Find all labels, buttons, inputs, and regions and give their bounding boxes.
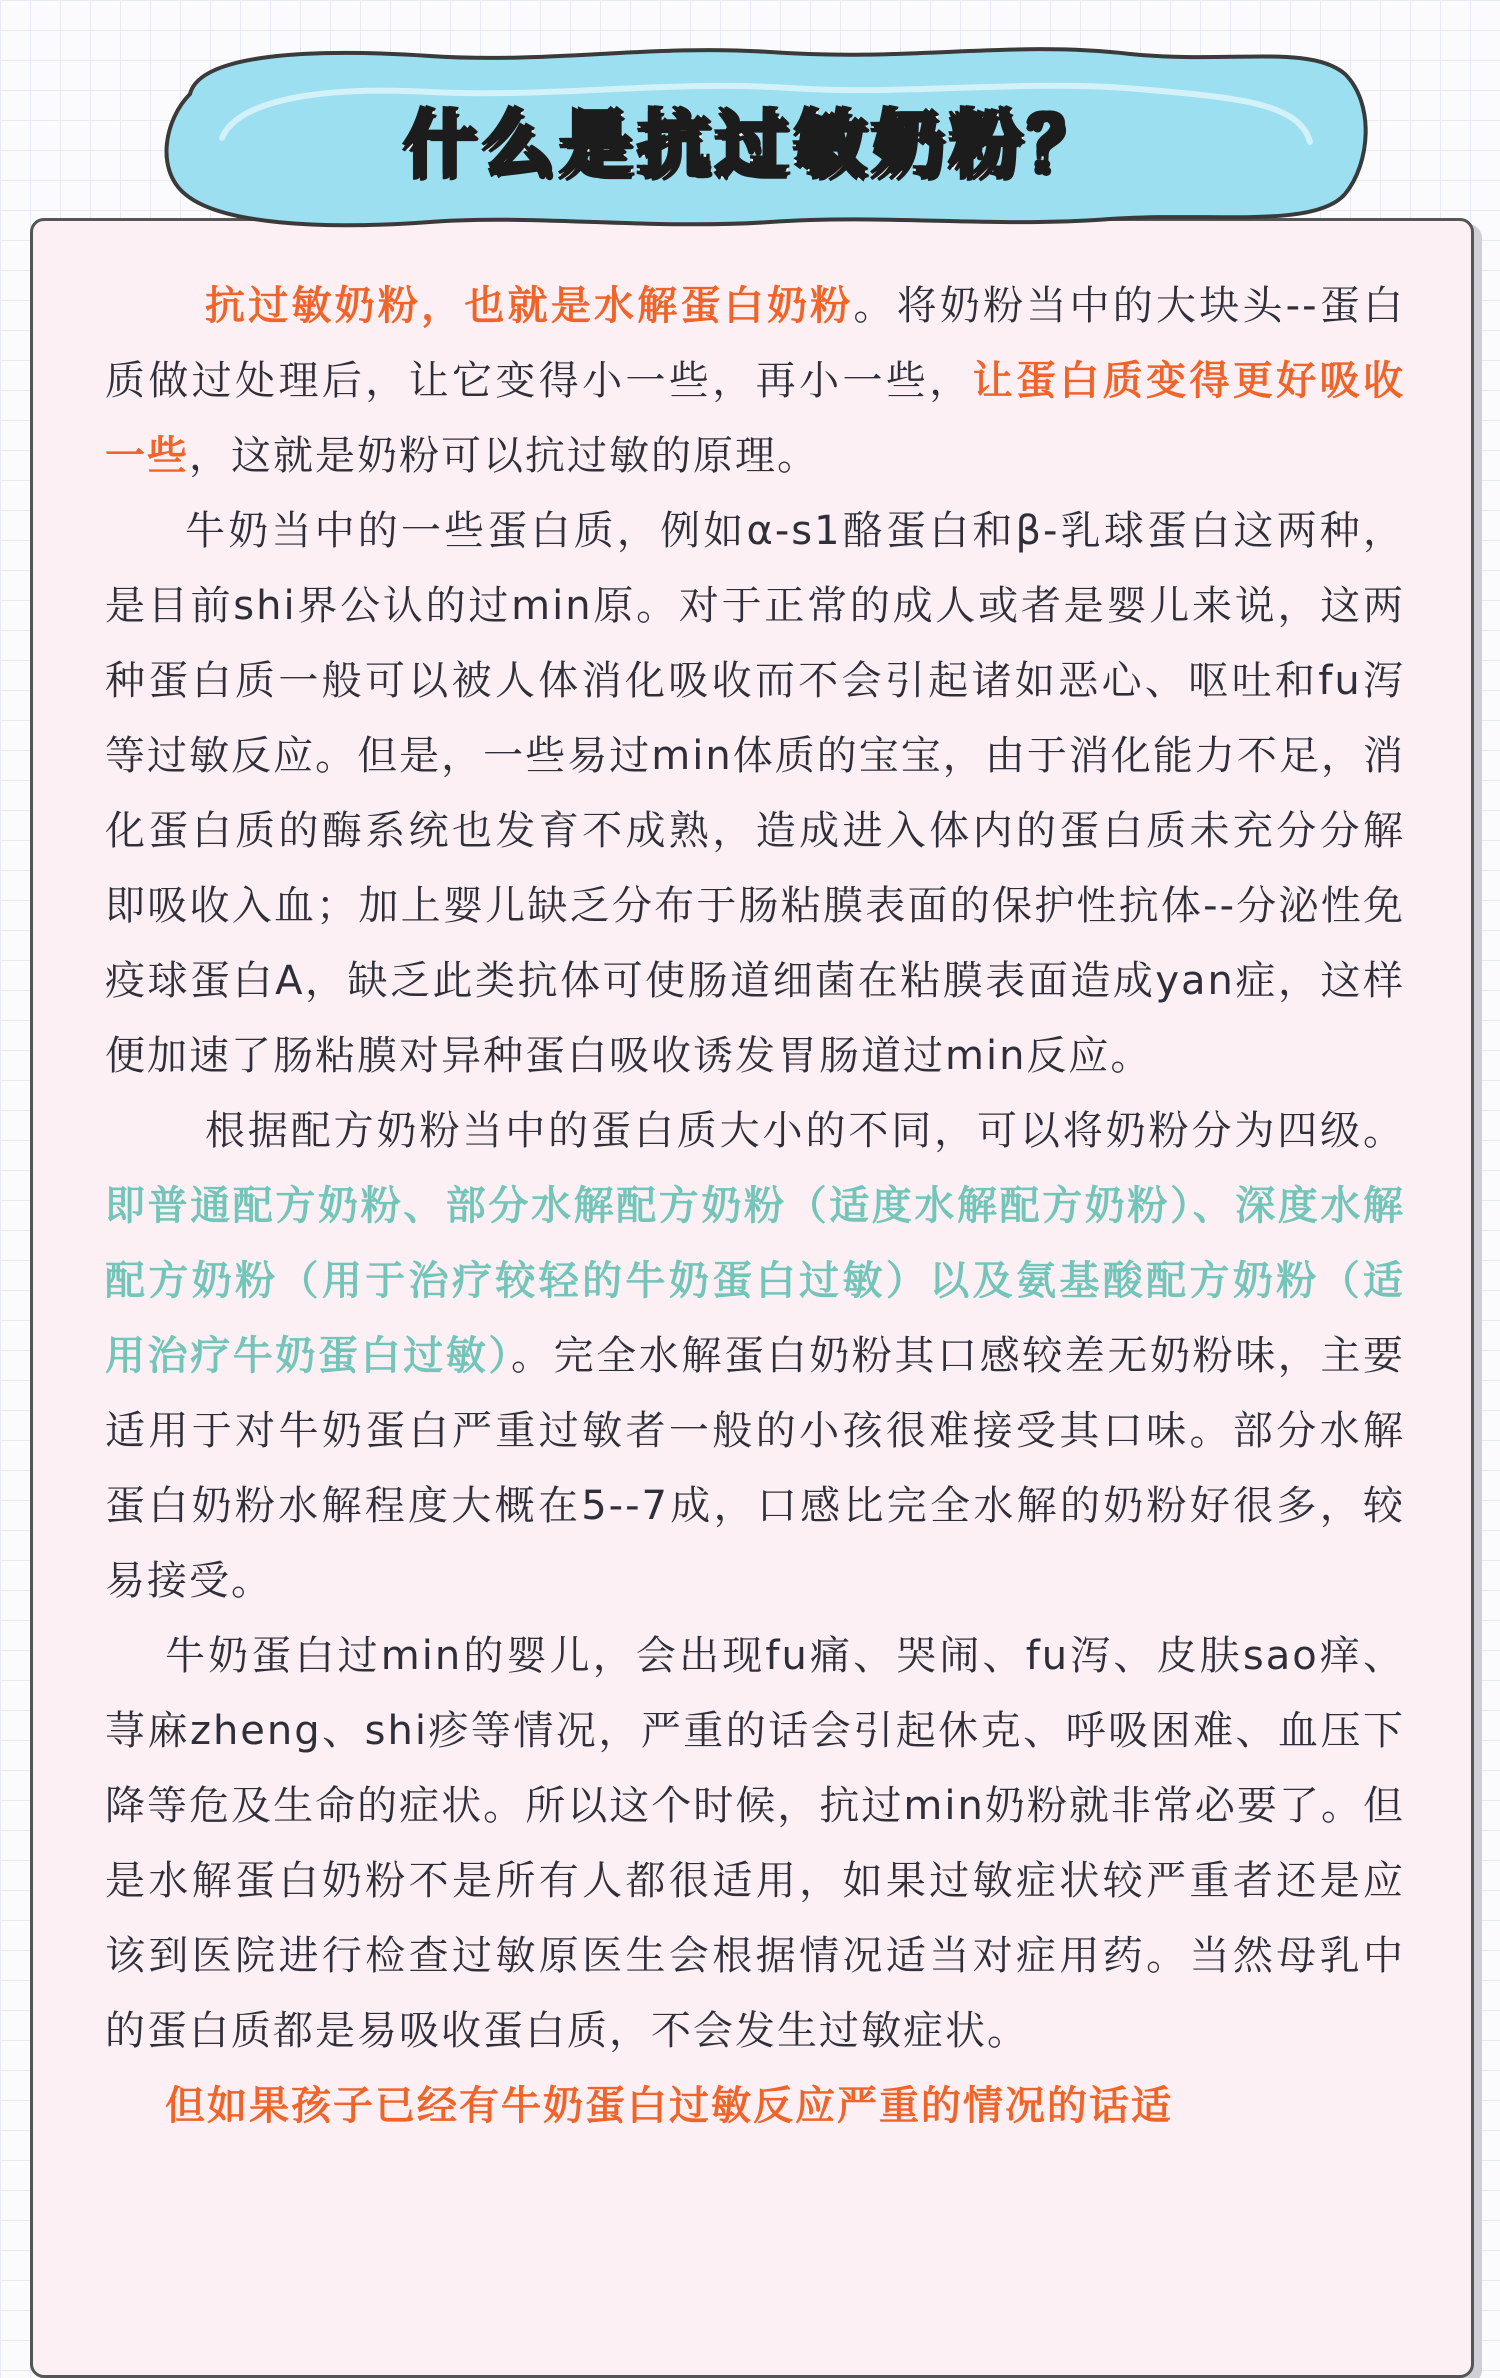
paragraph-text: 根据配方奶粉当中的蛋白质大小的不同，可以将奶粉分为四级。 [205, 1108, 1405, 1154]
paragraph-text: 。完全水解蛋白奶粉其口感较差无奶粉味，主要适用于对牛奶蛋白严重过敏者一般的小孩很难接受其口味。部分水解蛋白奶粉水解程度大概在5--7成，口感比完全水解的奶粉好很多，较易接受。 [105, 1333, 1405, 1604]
paragraph-cutoff [105, 2069, 1405, 2144]
paragraph-symptoms: 牛奶蛋白过min的婴儿，会出现fu痛、哭闹、fu泻、皮肤sao痒、荨麻zheng、shi疹等情况，严重的话会引起休克、呼吸困难、血压下降等危及生命的症状。所以这个时候，抗过min奶粉就非常必要了。但是水解蛋白奶粉不是所有人都很适用，如果过敏症状较严重者还是应该到医院进行检查过敏原医生会根据情况适当对症用药。当然母乳中的蛋白质都是易吸收蛋白质，不会发生过敏症状。 [105, 1633, 1405, 2054]
article-body [105, 269, 1405, 2144]
highlight-principle: 让蛋白质变得更好吸收一些 [105, 358, 1406, 479]
paragraph-allergens: 牛奶当中的一些蛋白质，例如α-s1酪蛋白和β-乳球蛋白这两种，是目前shi界公认的过min原。对于正常的成人或者是婴儿来说，这两种蛋白质一般可以被人体消化吸收而不会引起诸如恶心、呕吐和fu泻等过敏反应。但是，一些易过min体质的宝宝，由于消化能力不足，消化蛋白质的酶系统也发育不成熟，造成进入体内的蛋白质未充分分解即吸收入血；加上婴儿缺乏分布于肠粘膜表面的保护性抗体--分泌性免疫球蛋白A，缺乏此类抗体可使肠道细菌在粘膜表面造成yan症，这样便加速了肠粘膜对异种蛋白吸收诱发胃肠道过min反应。 [105, 508, 1405, 1079]
paragraph-text: ，这就是奶粉可以抗过敏的原理。 [189, 433, 819, 479]
paragraph-text: 。将奶粉当中的大块头--蛋白质做过处理后，让它变得小一些，再小一些， [105, 283, 1405, 404]
highlight-formula-grades: 即普通配方奶粉、部分水解配方奶粉（适度水解配方奶粉）、深度水解配方奶粉（用于治疗较轻的牛奶蛋白过敏）以及氨基酸配方奶粉（适用治疗牛奶蛋白过敏） [105, 1183, 1405, 1379]
page-title: 什么是抗过敏奶粉？ [403, 103, 1106, 187]
title-banner [130, 34, 1380, 244]
highlight-severe-case: 但如果孩子已经有牛奶蛋白过敏反应严重的情况的话适 [165, 2083, 1173, 2129]
highlight-definition: 抗过敏奶粉，也就是水解蛋白奶粉 [205, 283, 854, 329]
paragraph-intro [105, 269, 1405, 494]
paragraph-grades [105, 1094, 1405, 1619]
content-card [30, 218, 1474, 2378]
